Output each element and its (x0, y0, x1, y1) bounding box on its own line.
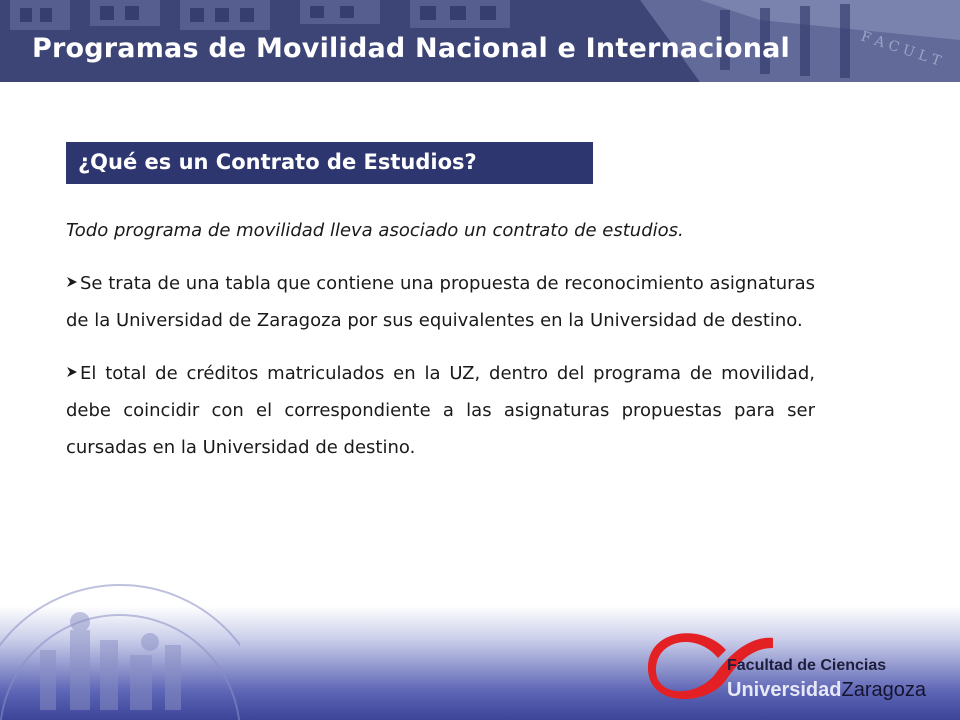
arrow-bullet-icon (66, 276, 78, 288)
bullet-text-1: Se trata de una tabla que contiene una propuesta de reconocimiento asignaturas de la Universidad de Zaragoza por sus equivalentes en la Universidad de destino. (66, 273, 815, 331)
page-title: Programas de Movilidad Nacional e Internacional (32, 33, 791, 64)
logo-university-name (727, 679, 926, 702)
intro-paragraph: Todo programa de movilidad lleva asociado un contrato de estudios. (66, 220, 684, 241)
section-heading-box (66, 142, 593, 184)
header-banner (0, 0, 960, 82)
arrow-bullet-icon (66, 366, 78, 378)
svg-text:F A C U L T: F A C U L T (858, 28, 943, 70)
logo-zaragoza: Zaragoza (841, 679, 926, 701)
body-content (66, 212, 815, 482)
logo-faculty-name: Facultad de Ciencias (727, 657, 887, 674)
university-seal-watermark (0, 560, 240, 720)
section-title: ¿Qué es un Contrato de Estudios? (78, 150, 477, 174)
bullet-text-2: El total de créditos matriculados en la UZ, dentro del programa de movilidad, debe coincidir con el correspondiente a las asignaturas propuestas para ser cursadas en la Universidad de destino. (66, 363, 815, 458)
bullet-paragraph-2 (66, 355, 815, 466)
bullet-paragraph-1 (66, 265, 815, 339)
logo-universidad: Universidad (727, 679, 842, 701)
